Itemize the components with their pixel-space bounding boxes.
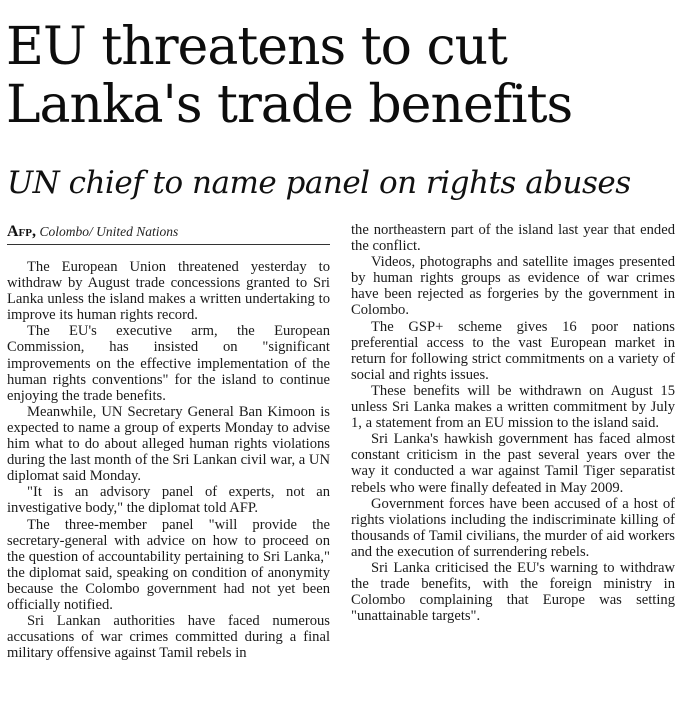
paragraph: Government forces have been accused of a host of rights violations including the indiscriminate killing of thousands of Tamil civilians, the murder of aid workers and the execution of surrendering rebels. bbox=[351, 495, 675, 560]
article-column-right bbox=[351, 222, 675, 724]
paragraph: The EU's executive arm, the European Commission, has insisted on "significant improvements on the effective implementation of the human rights conventions" for the island to continue enjoying the trade benefits. bbox=[7, 323, 330, 404]
subheadline: UN chief to name panel on rights abuses bbox=[7, 165, 631, 201]
paragraph: The GSP+ scheme gives 16 poor nations preferential access to the vast European market in return for following strict commitments on a variety of social and rights issues. bbox=[351, 318, 675, 383]
headline: EU threatens to cut Lanka's trade benefits bbox=[6, 17, 573, 135]
byline-agency: Afp, bbox=[7, 223, 36, 240]
paragraph: The European Union threatened yesterday to withdraw by August trade concessions granted to Sri Lanka unless the island makes a written undertaking to improve its human rights record. bbox=[7, 259, 330, 324]
paragraph: Sri Lanka criticised the EU's warning to withdraw the trade benefits, with the foreign ministry in Colombo complaining that Europe was setting "unattainable targets". bbox=[351, 559, 675, 625]
byline bbox=[7, 222, 330, 245]
paragraph-continued: the northeastern part of the island last year that ended the conflict. bbox=[351, 222, 675, 255]
paragraph: These benefits will be withdrawn on August 15 unless Sri Lanka makes a written commitment by July 1, a statement from an EU mission to the island said. bbox=[351, 382, 675, 432]
article-column-left bbox=[7, 259, 330, 721]
paragraph: The three-member panel "will provide the secretary-general with advice on how to proceed on the question of accountability pertaining to Sri Lanka," the diplomat said, speaking on condition of anonymity because the Colombo government had not yet been officially notified. bbox=[7, 516, 330, 613]
paragraph: "It is an advisory panel of experts, not an investigative body," the diplomat told AFP. bbox=[7, 484, 330, 517]
paragraph: Sri Lanka's hawkish government has faced almost constant criticism in the past several years over the way it conducted a war against Tamil Tiger separatist rebels who were finally defeated in May 2009. bbox=[351, 431, 675, 496]
paragraph: Videos, photographs and satellite images presented by human rights groups as evidence of war crimes have been rejected as forgeries by the government in Colombo. bbox=[351, 254, 675, 319]
paragraph: Meanwhile, UN Secretary General Ban Kimoon is expected to name a group of experts Monday to advise him what to do about alleged human rights violations during the last month of the Sri Lankan civil war, a UN diplomat said Monday. bbox=[7, 403, 330, 485]
paragraph: Sri Lankan authorities have faced numerous accusations of war crimes committed during a final military offensive against Tamil rebels in bbox=[7, 613, 330, 662]
byline-location: Colombo/ United Nations bbox=[39, 224, 179, 239]
